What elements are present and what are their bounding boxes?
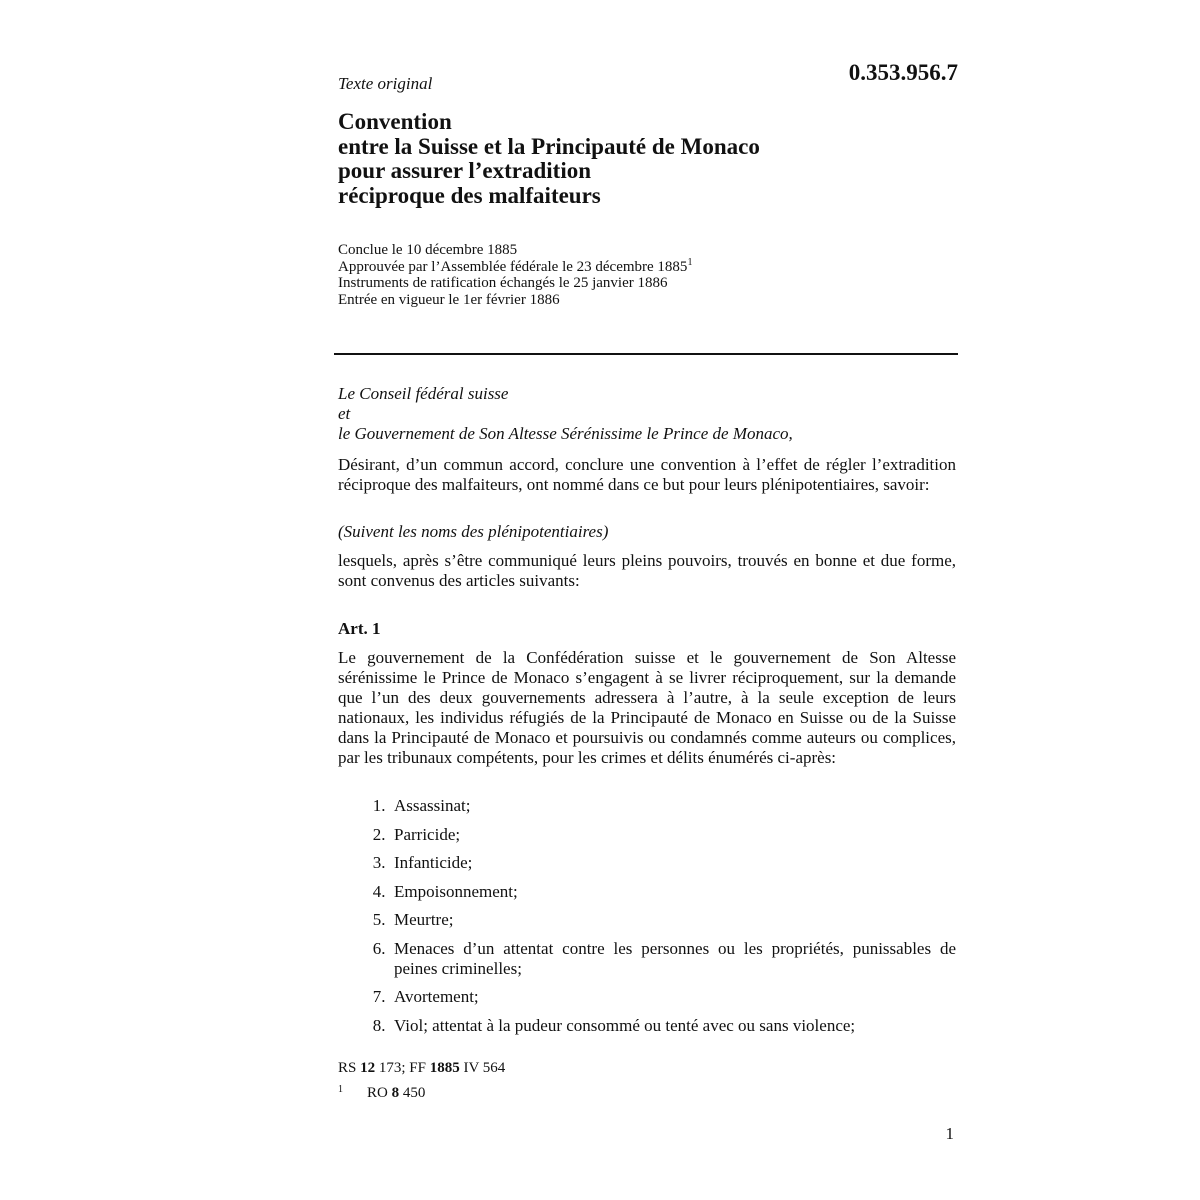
- preamble-desirant: Désirant, d’un commun accord, conclure une convention à l’effet de régler l’extradition réciproque des malfaiteurs, ont nommé dans ce but pour leurs plénipotentiaires, savoir:: [338, 455, 956, 494]
- ref-rs: RS: [338, 1060, 357, 1076]
- conjunction: et: [338, 404, 351, 423]
- document-title: [338, 110, 760, 208]
- meta-approuvee-line: [338, 256, 693, 276]
- title-line: entre la Suisse et la Principauté de Monaco: [338, 133, 760, 159]
- ref-rs-volume: 12: [360, 1060, 376, 1076]
- document-metadata: [338, 242, 692, 308]
- party-1: Le Conseil fédéral suisse: [338, 384, 509, 403]
- list-item-text: Avortement;: [394, 987, 479, 1006]
- title-line: pour assurer l’extradition: [338, 158, 592, 183]
- preamble-suivent: (Suivent les noms des plénipotentiaires): [338, 522, 609, 541]
- footnote-1-volume: 8: [391, 1085, 400, 1101]
- footnote-1-ro: RO: [367, 1085, 388, 1101]
- footnote-ref-1[interactable]: 1: [687, 256, 693, 268]
- list-item-number: 2.: [372, 824, 386, 844]
- list-item: [338, 882, 956, 902]
- preamble-parties: [338, 384, 956, 444]
- list-item-number: 1.: [372, 796, 386, 815]
- list-item-number: 5.: [372, 910, 386, 929]
- list-item-text: Menaces d’un attentat contre les personnes ou les propriétés, punissables de peines criminelles;: [394, 938, 956, 978]
- list-item: [338, 825, 956, 845]
- list-item: [338, 987, 956, 1007]
- meta-instruments: Instruments de ratification échangés le 25 janvier 1886: [338, 275, 668, 291]
- list-item-number: 4.: [372, 881, 386, 901]
- list-item: [338, 939, 956, 979]
- article-1-text: Le gouvernement de la Confédération suisse et le gouvernement de Son Altesse sérénissime le Prince de Monaco s’engagent à se livrer réciproquement, sur la demande que l’un des deux gouvernements adressera à l’autre, à la seule exception de leurs nationaux, les individus réfugiés de la Principauté de Monaco en Suisse ou de la Suisse dans la Principauté de Monaco et poursuivis ou condamnés comme auteurs ou complices, par les tribunaux compétents, pour les crimes et délits énumérés ci-après:: [338, 648, 956, 767]
- list-item-text: Empoisonnement;: [394, 881, 518, 901]
- title-line: Convention: [338, 109, 452, 134]
- ref-ff-year: 1885: [429, 1060, 460, 1076]
- meta-conclue: Conclue le 10 décembre 1885: [338, 242, 518, 258]
- title-line: réciproque des malfaiteurs: [338, 182, 601, 208]
- list-item-number: 8.: [372, 1015, 386, 1035]
- texte-original-label: Texte original: [338, 74, 433, 93]
- offense-list: [338, 796, 956, 1044]
- list-item: [338, 910, 956, 930]
- list-item-text: Viol; attentat à la pudeur consommé ou tenté avec ou sans violence;: [394, 1015, 856, 1035]
- sr-number: 0.353.956.7: [848, 60, 958, 85]
- footnote-1: [338, 1080, 425, 1103]
- list-item: [338, 1016, 956, 1036]
- list-item-text: Infanticide;: [394, 853, 473, 872]
- footnote-source-reference: [338, 1059, 505, 1078]
- list-item-text: Assassinat;: [394, 796, 471, 815]
- list-item-text: Meurtre;: [394, 910, 454, 929]
- list-item-number: 7.: [372, 987, 386, 1006]
- page-number: 1: [945, 1124, 954, 1143]
- horizontal-rule: [334, 353, 958, 355]
- preamble-lesquels: lesquels, après s’être communiqué leurs pleins pouvoirs, trouvés en bonne et due forme, sont convenus des articles suivants:: [338, 551, 956, 590]
- list-item: [338, 796, 956, 816]
- footnote-1-page: 450: [402, 1085, 426, 1101]
- list-item-number: 6.: [372, 938, 386, 958]
- meta-approuvee: Approuvée par l’Assemblée fédérale le 23 décembre 1885: [338, 258, 688, 275]
- article-1-heading: Art. 1: [338, 619, 381, 638]
- party-2: le Gouvernement de Son Altesse Sérénissime le Prince de Monaco,: [338, 424, 793, 443]
- list-item: [338, 853, 956, 873]
- list-item-number: 3.: [372, 853, 386, 872]
- meta-entree: Entrée en vigueur le 1er février 1886: [338, 291, 560, 308]
- footnote-1-mark: 1: [338, 1084, 343, 1095]
- list-item-text: Parricide;: [394, 824, 461, 844]
- ref-ff-rest: IV 564: [463, 1060, 506, 1076]
- ref-rs-page: 173; FF: [378, 1060, 426, 1076]
